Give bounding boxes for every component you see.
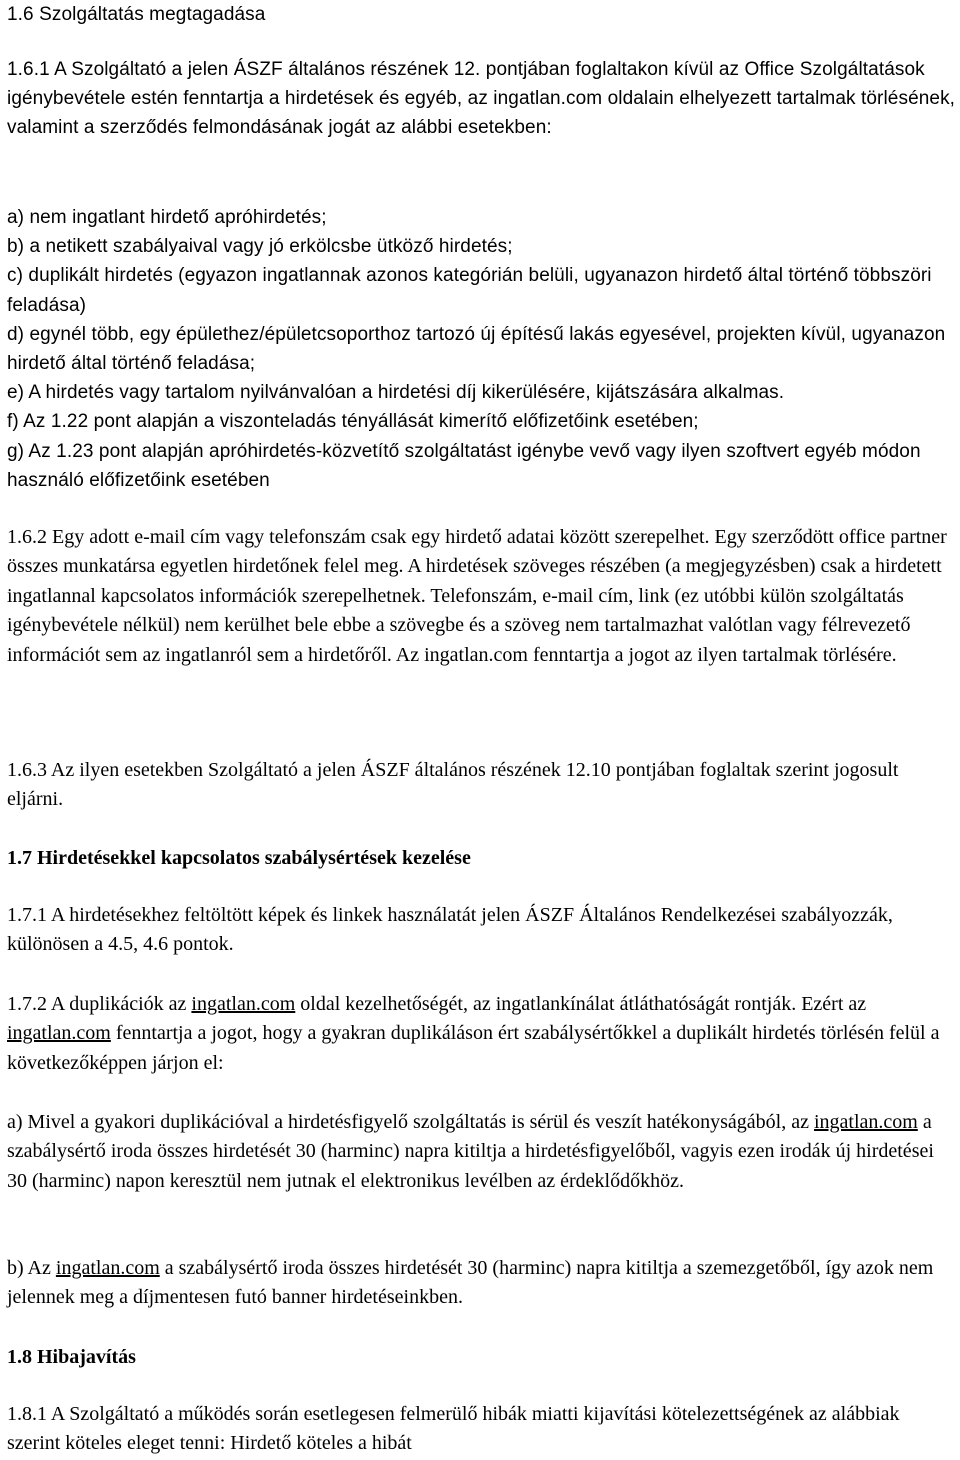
ingatlan-link[interactable]: ingatlan.com (7, 1022, 111, 1045)
list-item: g) Az 1.23 pont alapján apróhirdetés-közvetítő szolgáltatást igénybe vevő vagy ilyen szoftvert egyéb módon használó előfizetőink esetében (7, 440, 921, 491)
ingatlan-link[interactable]: ingatlan.com (191, 993, 296, 1015)
list-item: f) Az 1.22 pont alapján a viszonteladás tényállását kimerítő előfizetőink esetében; (7, 411, 699, 433)
paragraph-1-7-2-b: b) Az ingatlan.com a szabálysértő iroda összes hirdetését 30 (harminc) napra kitiltja a szemezgetőből, így azok nem jelennek meg a díjmentesen futó banner hirdetéseinkben. (7, 1257, 934, 1309)
paragraph-1-7-1: 1.7.1 A hirdetésekhez feltöltött képek és linkek használatát jelen ÁSZF Általános Rendelkezései szabályozzák, különösen a 4.5, 4.6 pontok. (7, 904, 893, 956)
paragraph-1-6-1: 1.6.1 A Szolgáltató a jelen ÁSZF általános részének 12. pontjában foglaltakon kívül az Office Szolgáltatások igénybevétele estén fenntartja a hirdetések és egyéb, az ingatlan.com oldalain elhelyezett tartalmak törlésének, valamint a szerződés felmondásának jogát az alábbi esetekben: (7, 59, 956, 139)
paragraph-1-7-2-a: a) Mivel a gyakori duplikációval a hirdetésfigyelő szolgáltatás is sérül és veszít hatékonyságából, az ingatlan.com a szabálysértő iroda összes hirdetését 30 (harminc) napra kitiltja a hirdetésfigyelőből, vagyis ezen irodák új hirdetései 30 (harminc) napon keresztül nem jutnak el elektronikus levélben az érdeklődőkhöz. (7, 1111, 934, 1192)
violation-list (7, 203, 957, 495)
list-item: c) duplikált hirdetés (egyazon ingatlannak azonos kategórián belüli, ugyanazon hirdető által történő többszöri feladása) (7, 265, 932, 316)
list-item: a) nem ingatlant hirdető apróhirdetés; (7, 207, 327, 228)
list-item: e) A hirdetés vagy tartalom nyilvánvalóan a hirdetési díj kikerülésére, kijátszására alkalmas. (7, 382, 785, 404)
section-1-6-heading: 1.6 Szolgáltatás megtagadása (7, 4, 266, 25)
list-item: d) egynél több, egy épülethez/épületcsoporthoz tartozó új építésű lakás egyesével, projekten kívül, ugyanazon hirdető által történő feladása; (7, 323, 946, 375)
paragraph-1-7-2: 1.7.2 A duplikációk az ingatlan.com oldal kezelhetőségét, az ingatlankínálat átláthatóságát rontják. Ezért az ingatlan.com fenntartja a jogot, hogy a gyakran duplikáláson ért szabálysértőkkel a duplikált hirdetés törlésén felül a következőképpen járjon el: (7, 993, 940, 1074)
ingatlan-link[interactable]: ingatlan.com (813, 1111, 918, 1133)
paragraph-1-6-2: 1.6.2 Egy adott e-mail cím vagy telefonszám csak egy hirdető adatai között szerepelhet. Egy szerződött office partner összes munkatársa egyetlen hirdetőnek felel meg. A hirdetések szöveges részében (a megjegyzésben) csak a hirdetett ingatlannal kapcsolatos információk szerepelhetnek. Telefonszám, e-mail cím, link (ez utóbbi külön szolgáltatás igénybevétele nélkül) nem kerülhet bele ebbe a szövegbe és a szöveg nem tartalmazhat valótlan vagy félrevezető információt sem az ingatlanról sem a hirdetőről. Az ingatlan.com fenntartja a jogot az ilyen tartalmak törlésére. (7, 526, 947, 666)
ingatlan-link[interactable]: ingatlan.com (55, 1257, 160, 1279)
section-1-7-heading: 1.7 Hirdetésekkel kapcsolatos szabálysértések kezelése (7, 847, 471, 869)
section-1-8-heading: 1.8 Hibajavítás (7, 1346, 136, 1368)
paragraph-1-6-3: 1.6.3 Az ilyen esetekben Szolgáltató a jelen ÁSZF általános részének 12.10 pontjában foglaltak szerint jogosult eljárni. (7, 759, 899, 811)
list-item: b) a netikett szabályaival vagy jó erkölcsbe ütköző hirdetés; (7, 236, 513, 258)
paragraph-1-8-1: 1.8.1 A Szolgáltató a működés során esetlegesen felmerülő hibák miatti kijavítási kötelezettségének az alábbiak szerint köteles eleget tenni: Hirdető köteles a hibát (7, 1403, 900, 1455)
